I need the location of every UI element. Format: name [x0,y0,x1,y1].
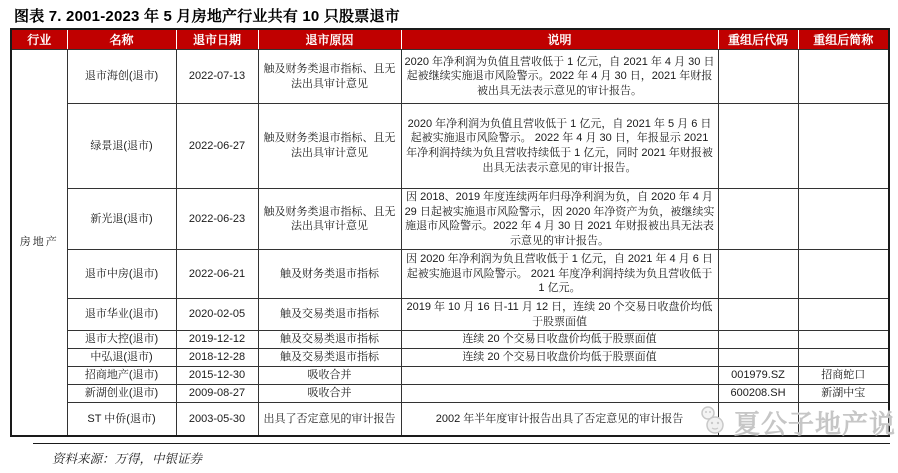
new-code [718,189,798,250]
new-code [718,349,798,367]
header-industry: 行业 [11,29,67,50]
stock-name: 绿景退(退市) [67,104,176,189]
new-code: 001979.SZ [718,367,798,385]
delist-date: 2003-05-30 [176,403,258,436]
header-name: 名称 [67,29,176,50]
new-name [798,250,889,299]
new-code [718,403,798,436]
new-name [798,189,889,250]
new-name [798,104,889,189]
delist-reason: 触及财务类退市指标、且无法出具审计意见 [258,50,401,104]
table-row [11,349,889,367]
table-row [11,250,889,299]
table-row [11,331,889,349]
new-name [798,331,889,349]
new-code [718,50,798,104]
new-code [718,331,798,349]
delist-reason: 触及财务类退市指标 [258,250,401,299]
delist-desc: 连续 20 个交易日收盘价均低于股票面值 [401,349,718,367]
stock-name: 退市海创(退市) [67,50,176,104]
stock-name: 新湖创业(退市) [67,385,176,403]
new-code [718,250,798,299]
delist-desc: 因 2018、2019 年度连续两年归母净利润为负，自 2020 年 4 月 29 日起被实施退市风险警示，因 2020 年净资产为负，被继续实施退市风险警示。2022 年 4 月 30 日 2021 年财报被出具无法表示意见的审计报告。 [401,189,718,250]
delist-desc [401,385,718,403]
delist-desc [401,367,718,385]
source-note: 资料来源：万得，中银证券 [52,452,203,466]
new-name [798,299,889,331]
header-desc: 说明 [401,29,718,50]
new-name [798,349,889,367]
table-header-row [11,29,889,50]
header-date: 退市日期 [176,29,258,50]
table-row [11,50,889,104]
stock-name: 中弘退(退市) [67,349,176,367]
table-row [11,299,889,331]
industry-cell: 房地产 [11,50,67,436]
delist-date: 2015-12-30 [176,367,258,385]
delist-desc: 2020 年净利润为负值且营收低于 1 亿元，自 2021 年 5 月 6 日起被实施退市风险警示。 2022 年 4 月 30 日，年报显示 2021 年净利润持续为负且营收持续低于 1 亿元，同时 2021 年财报被出具无法表示意见的审计报告。 [401,104,718,189]
delist-date: 2022-06-23 [176,189,258,250]
watermark-text: 夏公子地产说 [734,409,897,439]
delist-desc: 2020 年净利润为负值且营收低于 1 亿元，自 2021 年 4 月 30 日起被继续实施退市风险警示。2022 年 4 月 30 日，2021 年财报被出具无法表示意见的审计报告。 [401,50,718,104]
new-name [798,403,889,436]
figure-title: 图表 7. 2001-2023 年 5 月房地产行业共有 10 只股票退市 [14,8,400,25]
delist-date: 2018-12-28 [176,349,258,367]
header-code: 重组后代码 [718,29,798,50]
table-row [11,104,889,189]
stock-name: 退市华业(退市) [67,299,176,331]
delist-date: 2019-12-12 [176,331,258,349]
source-divider [33,443,890,444]
delist-date: 2022-06-21 [176,250,258,299]
delist-reason: 吸收合并 [258,385,401,403]
table-row [11,189,889,250]
delisted-stocks-table [10,28,890,437]
delist-reason: 出具了否定意见的审计报告 [258,403,401,436]
delist-reason: 吸收合并 [258,367,401,385]
delist-date: 2022-07-13 [176,50,258,104]
table-row [11,367,889,385]
delist-desc: 2002 年半年度审计报告出具了否定意见的审计报告 [401,403,718,436]
header-new-name: 重组后简称 [798,29,889,50]
new-code [718,104,798,189]
new-code [718,299,798,331]
table-row [11,385,889,403]
delist-reason: 触及财务类退市指标、且无法出具审计意见 [258,189,401,250]
stock-name: 退市中房(退市) [67,250,176,299]
delist-date: 2022-06-27 [176,104,258,189]
delist-date: 2009-08-27 [176,385,258,403]
stock-name: ST 中侨(退市) [67,403,176,436]
stock-name: 新光退(退市) [67,189,176,250]
new-code: 600208.SH [718,385,798,403]
delist-desc: 2019 年 10 月 16 日-11 月 12 日，连续 20 个交易日收盘价均低于股票面值 [401,299,718,331]
new-name: 招商蛇口 [798,367,889,385]
header-reason: 退市原因 [258,29,401,50]
delist-date: 2020-02-05 [176,299,258,331]
delist-reason: 触及交易类退市指标 [258,331,401,349]
delist-reason: 触及交易类退市指标 [258,349,401,367]
new-name: 新湖中宝 [798,385,889,403]
delist-desc: 连续 20 个交易日收盘价均低于股票面值 [401,331,718,349]
delist-desc: 因 2020 年净利润为负且营收低于 1 亿元，自 2021 年 4 月 6 日起被实施退市风险警示。 2021 年度净利润持续为负且营收低于 1 亿元。 [401,250,718,299]
stock-name: 招商地产(退市) [67,367,176,385]
table-row [11,403,889,436]
delist-reason: 触及交易类退市指标 [258,299,401,331]
stock-name: 退市大控(退市) [67,331,176,349]
delist-reason: 触及财务类退市指标、且无法出具审计意见 [258,104,401,189]
new-name [798,50,889,104]
